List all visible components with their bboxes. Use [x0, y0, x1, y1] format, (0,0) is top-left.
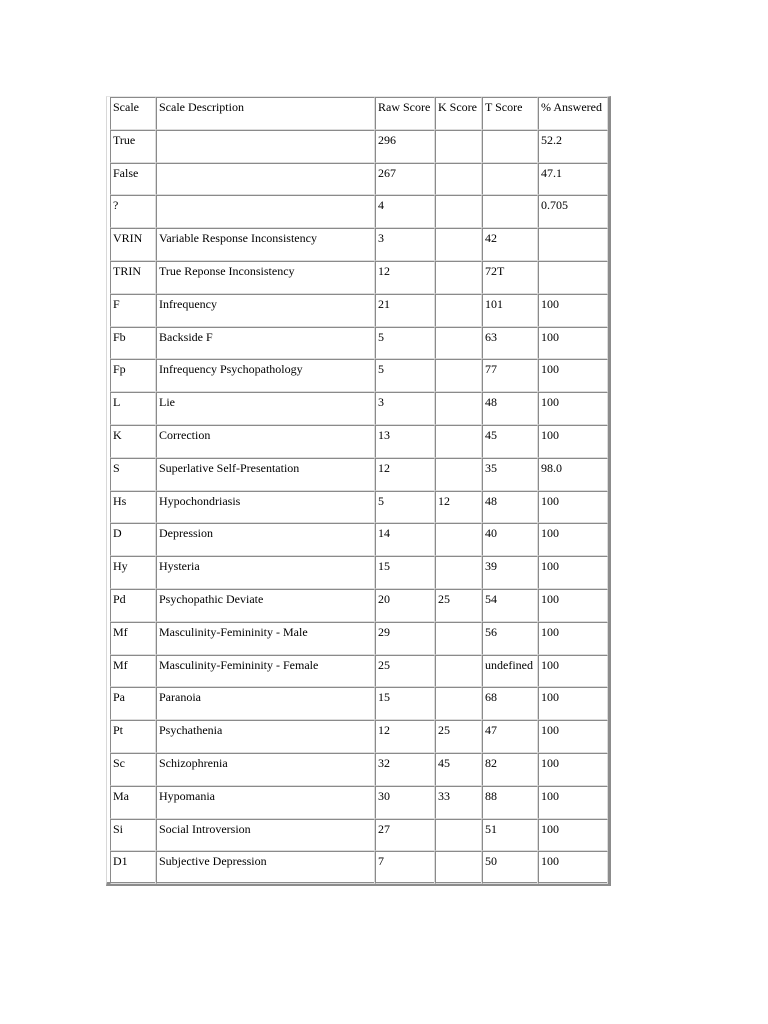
table-row	[110, 819, 608, 852]
cell-percent-answered: 100	[538, 327, 608, 360]
cell-raw-score: 7	[375, 851, 435, 884]
cell-t-score: 54	[482, 589, 538, 622]
cell-raw-score: 20	[375, 589, 435, 622]
header-description: Scale Description	[156, 97, 375, 130]
table-row	[110, 392, 608, 425]
cell-t-score: undefined	[482, 655, 538, 688]
cell-scale: Pt	[110, 720, 156, 753]
cell-k-score: 45	[435, 753, 482, 786]
table-row	[110, 786, 608, 819]
header-k-score: K Score	[435, 97, 482, 130]
cell-t-score: 35	[482, 458, 538, 491]
table-row	[110, 294, 608, 327]
cell-description: Hypochondriasis	[156, 491, 375, 524]
header-raw-score: Raw Score	[375, 97, 435, 130]
cell-raw-score: 15	[375, 556, 435, 589]
cell-scale: Hy	[110, 556, 156, 589]
cell-percent-answered: 100	[538, 425, 608, 458]
cell-k-score	[435, 851, 482, 884]
cell-description: Correction	[156, 425, 375, 458]
cell-t-score: 63	[482, 327, 538, 360]
cell-description: True Reponse Inconsistency	[156, 261, 375, 294]
cell-percent-answered: 100	[538, 556, 608, 589]
table-row	[110, 458, 608, 491]
cell-t-score	[482, 163, 538, 196]
cell-k-score	[435, 261, 482, 294]
cell-scale: VRIN	[110, 228, 156, 261]
table-row	[110, 556, 608, 589]
cell-percent-answered: 47.1	[538, 163, 608, 196]
cell-t-score: 56	[482, 622, 538, 655]
cell-scale: Ma	[110, 786, 156, 819]
cell-percent-answered: 100	[538, 851, 608, 884]
cell-scale: True	[110, 130, 156, 163]
scores-table-frame	[106, 96, 611, 886]
cell-scale: Fb	[110, 327, 156, 360]
header-scale: Scale	[110, 97, 156, 130]
table-row	[110, 491, 608, 524]
cell-scale: Sc	[110, 753, 156, 786]
cell-percent-answered	[538, 261, 608, 294]
cell-description: Masculinity-Femininity - Male	[156, 622, 375, 655]
cell-raw-score: 12	[375, 720, 435, 753]
cell-description	[156, 195, 375, 228]
cell-percent-answered: 100	[538, 589, 608, 622]
cell-t-score: 40	[482, 523, 538, 556]
cell-description: Social Introversion	[156, 819, 375, 852]
cell-raw-score: 14	[375, 523, 435, 556]
cell-k-score	[435, 622, 482, 655]
cell-description: Psychopathic Deviate	[156, 589, 375, 622]
cell-t-score: 48	[482, 491, 538, 524]
cell-scale: ?	[110, 195, 156, 228]
table-row	[110, 130, 608, 163]
cell-k-score	[435, 556, 482, 589]
cell-raw-score: 3	[375, 228, 435, 261]
table-row	[110, 359, 608, 392]
table-row	[110, 720, 608, 753]
cell-scale: TRIN	[110, 261, 156, 294]
cell-raw-score: 25	[375, 655, 435, 688]
cell-t-score: 77	[482, 359, 538, 392]
cell-description: Psychathenia	[156, 720, 375, 753]
cell-t-score: 42	[482, 228, 538, 261]
cell-k-score	[435, 819, 482, 852]
table-row	[110, 655, 608, 688]
cell-raw-score: 30	[375, 786, 435, 819]
cell-percent-answered: 100	[538, 622, 608, 655]
cell-k-score	[435, 655, 482, 688]
cell-t-score: 72T	[482, 261, 538, 294]
cell-k-score	[435, 392, 482, 425]
cell-t-score: 51	[482, 819, 538, 852]
cell-k-score: 33	[435, 786, 482, 819]
cell-scale: Si	[110, 819, 156, 852]
cell-description: Subjective Depression	[156, 851, 375, 884]
cell-description: Masculinity-Femininity - Female	[156, 655, 375, 688]
cell-scale: L	[110, 392, 156, 425]
table-row	[110, 163, 608, 196]
cell-percent-answered: 98.0	[538, 458, 608, 491]
cell-k-score	[435, 458, 482, 491]
cell-t-score: 101	[482, 294, 538, 327]
cell-scale: D	[110, 523, 156, 556]
header-t-score: T Score	[482, 97, 538, 130]
cell-raw-score: 13	[375, 425, 435, 458]
cell-t-score: 45	[482, 425, 538, 458]
cell-description: Backside F	[156, 327, 375, 360]
cell-percent-answered: 100	[538, 294, 608, 327]
table-row	[110, 589, 608, 622]
cell-k-score: 25	[435, 720, 482, 753]
cell-description: Paranoia	[156, 687, 375, 720]
table-row	[110, 851, 608, 884]
cell-description	[156, 163, 375, 196]
cell-raw-score: 5	[375, 491, 435, 524]
cell-raw-score: 5	[375, 359, 435, 392]
cell-raw-score: 4	[375, 195, 435, 228]
cell-k-score	[435, 359, 482, 392]
cell-t-score: 39	[482, 556, 538, 589]
cell-scale: Mf	[110, 655, 156, 688]
cell-description: Depression	[156, 523, 375, 556]
table-row	[110, 622, 608, 655]
cell-scale: False	[110, 163, 156, 196]
cell-k-score	[435, 130, 482, 163]
cell-description: Hysteria	[156, 556, 375, 589]
table-row	[110, 228, 608, 261]
cell-raw-score: 29	[375, 622, 435, 655]
cell-scale: S	[110, 458, 156, 491]
cell-k-score: 12	[435, 491, 482, 524]
cell-raw-score: 12	[375, 458, 435, 491]
cell-raw-score: 21	[375, 294, 435, 327]
cell-percent-answered: 100	[538, 786, 608, 819]
cell-percent-answered: 52.2	[538, 130, 608, 163]
cell-percent-answered: 100	[538, 819, 608, 852]
cell-k-score: 25	[435, 589, 482, 622]
cell-description: Hypomania	[156, 786, 375, 819]
cell-description: Lie	[156, 392, 375, 425]
table-row	[110, 753, 608, 786]
cell-description: Infrequency Psychopathology	[156, 359, 375, 392]
cell-raw-score: 32	[375, 753, 435, 786]
table-row	[110, 261, 608, 294]
table-header-row	[110, 97, 608, 130]
cell-percent-answered: 100	[538, 720, 608, 753]
table-row	[110, 327, 608, 360]
table-row	[110, 425, 608, 458]
cell-k-score	[435, 195, 482, 228]
cell-scale: Mf	[110, 622, 156, 655]
cell-t-score	[482, 195, 538, 228]
cell-raw-score: 296	[375, 130, 435, 163]
cell-k-score	[435, 163, 482, 196]
cell-t-score: 82	[482, 753, 538, 786]
cell-raw-score: 3	[375, 392, 435, 425]
cell-k-score	[435, 294, 482, 327]
cell-percent-answered: 100	[538, 753, 608, 786]
cell-percent-answered: 100	[538, 655, 608, 688]
table-row	[110, 195, 608, 228]
cell-scale: Pa	[110, 687, 156, 720]
cell-t-score: 47	[482, 720, 538, 753]
table-row	[110, 523, 608, 556]
cell-scale: D1	[110, 851, 156, 884]
cell-description: Variable Response Inconsistency	[156, 228, 375, 261]
cell-description	[156, 130, 375, 163]
cell-t-score	[482, 130, 538, 163]
cell-t-score: 68	[482, 687, 538, 720]
cell-scale: Fp	[110, 359, 156, 392]
cell-percent-answered: 100	[538, 359, 608, 392]
cell-scale: Pd	[110, 589, 156, 622]
cell-t-score: 50	[482, 851, 538, 884]
cell-description: Schizophrenia	[156, 753, 375, 786]
cell-scale: K	[110, 425, 156, 458]
cell-t-score: 48	[482, 392, 538, 425]
cell-percent-answered	[538, 228, 608, 261]
cell-raw-score: 267	[375, 163, 435, 196]
table-row	[110, 687, 608, 720]
cell-description: Infrequency	[156, 294, 375, 327]
scores-table	[110, 97, 608, 884]
cell-scale: F	[110, 294, 156, 327]
cell-raw-score: 27	[375, 819, 435, 852]
cell-percent-answered: 100	[538, 523, 608, 556]
cell-percent-answered: 100	[538, 491, 608, 524]
cell-scale: Hs	[110, 491, 156, 524]
cell-k-score	[435, 228, 482, 261]
cell-k-score	[435, 687, 482, 720]
cell-raw-score: 12	[375, 261, 435, 294]
cell-k-score	[435, 425, 482, 458]
cell-k-score	[435, 523, 482, 556]
cell-percent-answered: 0.705	[538, 195, 608, 228]
cell-k-score	[435, 327, 482, 360]
cell-description: Superlative Self-Presentation	[156, 458, 375, 491]
cell-raw-score: 5	[375, 327, 435, 360]
cell-percent-answered: 100	[538, 392, 608, 425]
cell-t-score: 88	[482, 786, 538, 819]
cell-percent-answered: 100	[538, 687, 608, 720]
cell-raw-score: 15	[375, 687, 435, 720]
header-percent-answered: % Answered	[538, 97, 608, 130]
